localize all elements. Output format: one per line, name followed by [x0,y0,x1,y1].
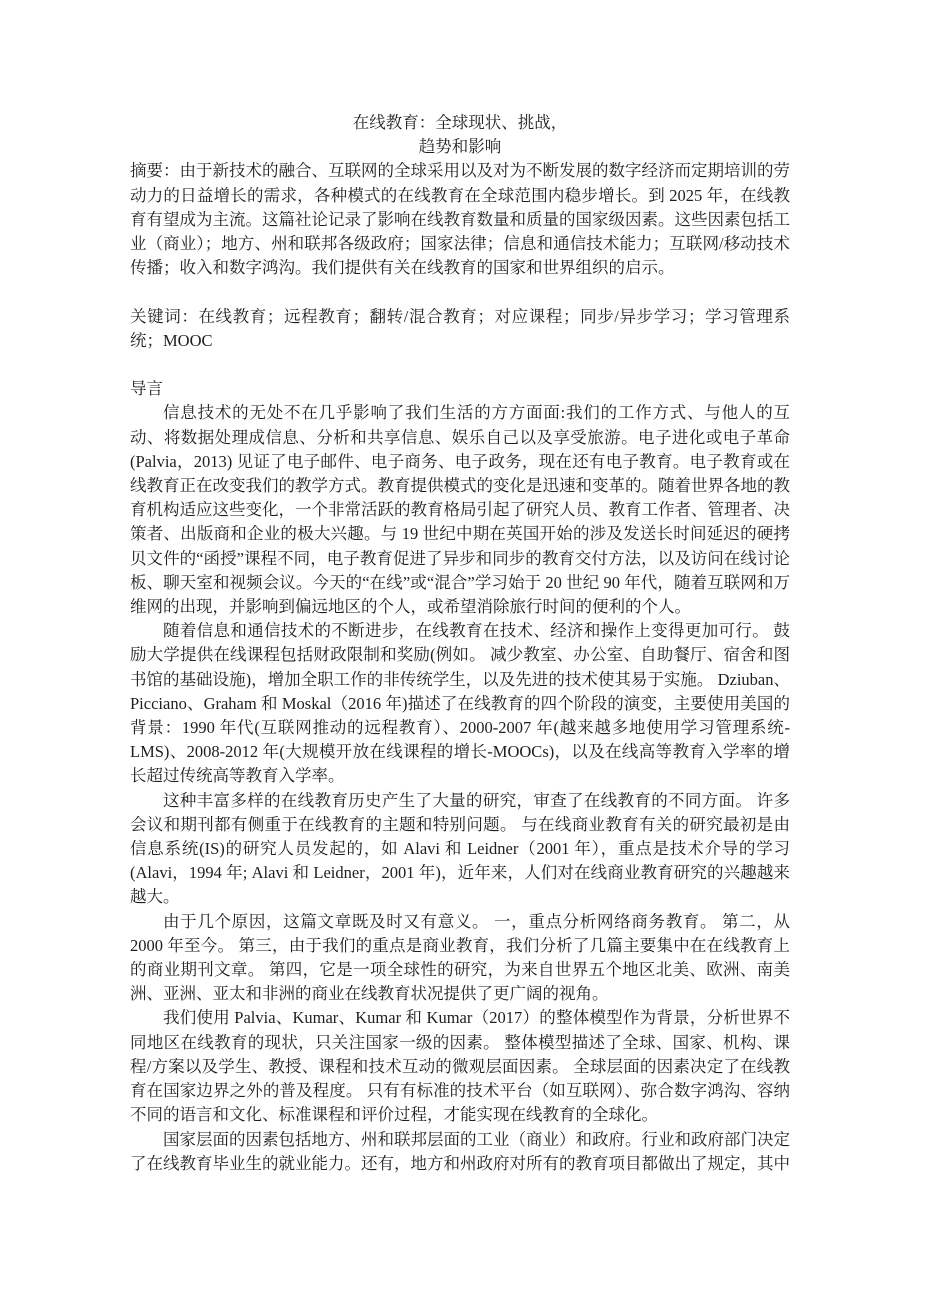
section-heading-introduction: 导言 [130,379,163,399]
document-title-line-2: 趋势和影响 [418,137,502,157]
body-paragraph-2: 随着信息和通信技术的不断进步，在线教育在技术、经济和操作上变得更加可行。 鼓励大学提供在线课程包括财政限制和奖励(例如。 减少教室、办公室、自助餐厅、宿舍和图书馆的基础设施)，增加全职工作的非传统学生，以及先进的技术使其易于实施。 Dziuban、Picciano、Graham 和 Moskal（2016 年)描述了在线教育的四个阶段的演变，主要使用美国的背景：1990 年代(互联网推动的远程教育）、2000-2007 年(越来越多地使用学习管理系统-LMS)、2008-2012 年(大规模开放在线课程的增长-MOOCs)，以及在线高等教育入学率的增长超过传统高等教育入学率。 [130,621,790,786]
keywords-line: 关键词：在线教育；远程教育；翻转/混合教育；对应课程；同步/异步学习；学习管理系统；MOOC [130,306,790,350]
body-paragraph-4: 由于几个原因，这篇文章既及时又有意义。 一，重点分析网络商务教育。 第二，从 2000 年至今。 第三，由于我们的重点是商业教育，我们分析了几篇主要集中在在线教育上的商业期刊文章。 第四，它是一项全球性的研究，为来自世界五个地区北美、欧洲、南美洲、亚洲、亚太和非洲的商业在线教育状况提供了更广阔的视角。 [130,911,791,1004]
body-paragraph-1: 信息技术的无处不在几乎影响了我们生活的方方面面:我们的工作方式、与他人的互动、将数据处理成信息、分析和共享信息、娱乐自己以及享受旅游。电子进化或电子革命(Palvia，2013) 见证了电子邮件、电子商务、电子政务，现在还有电子教育。电子教育或在线教育正在改变我们的教学方式。教育提供模式的变化是迅速和变革的。随着世界各地的教育机构适应这些变化，一个非常活跃的教育格局引起了研究人员、教育工作者、管理者、决策者、出版商和企业的极大兴趣。与 19 世纪中期在英国开始的涉及发送长时间延迟的硬拷贝文件的“函授”课程不同，电子教育促进了异步和同步的教育交付方法，以及访问在线讨论板、聊天室和视频会议。今天的“在线”或“混合”学习始于 20 世纪 90 年代，随着互联网和万维网的出现，并影响到偏远地区的个人，或希望消除旅行时间的便利的个人。 [130,403,790,617]
body-paragraph-5: 我们使用 Palvia、Kumar、Kumar 和 Kumar（2017）的整体模型作为背景，分析世界不同地区在线教育的现状，只关注国家一级的因素。 整体模型描述了全球、国家、机构、课程/方案以及学生、教授、课程和技术互动的微观层面因素。 全球层面的因素决定了在线教育在国家边界之外的普及程度。 只有有标准的技术平台（如互联网）、弥合数字鸿沟、容纳不同的语言和文化、标准课程和评价过程，才能实现在线教育的全球化。 [130,1008,790,1125]
body-paragraph-3: 这种丰富多样的在线教育历史产生了大量的研究，审查了在线教育的不同方面。 许多会议和期刊都有侧重于在线教育的主题和特别问题。 与在线商业教育有关的研究最初是由信息系统(IS)的研究人员发起的，如 Alavi 和 Leidner（2001 年），重点是技术介导的学习(Alavi，1994 年; Alavi 和 Leidner，2001 年)，近年来，人们对在线商业教育研究的兴趣越来越大。 [130,790,790,907]
body-paragraph-6: 国家层面的因素包括地方、州和联邦层面的工业（商业）和政府。行业和政府部门决定了在线教育毕业生的就业能力。还有，地方和州政府对所有的教育项目都做出了规定，其中 [130,1129,790,1173]
abstract-paragraph: 摘要：由于新技术的融合、互联网的全球采用以及对为不断发展的数字经济而定期培训的劳动力的日益增长的需求，各种模式的在线教育在全球范围内稳步增长。到 2025 年，在线教育有望成为主流。这篇社论记录了影响在线教育数量和质量的国家级因素。这些因素包括工业（商业）；地方、州和联邦各级政府；国家法律；信息和通信技术能力；互联网/移动技术传播；收入和数字鸿沟。我们提供有关在线教育的国家和世界组织的启示。 [130,161,790,278]
document-title-line-1: 在线教育：全球现状、挑战， [352,113,568,132]
